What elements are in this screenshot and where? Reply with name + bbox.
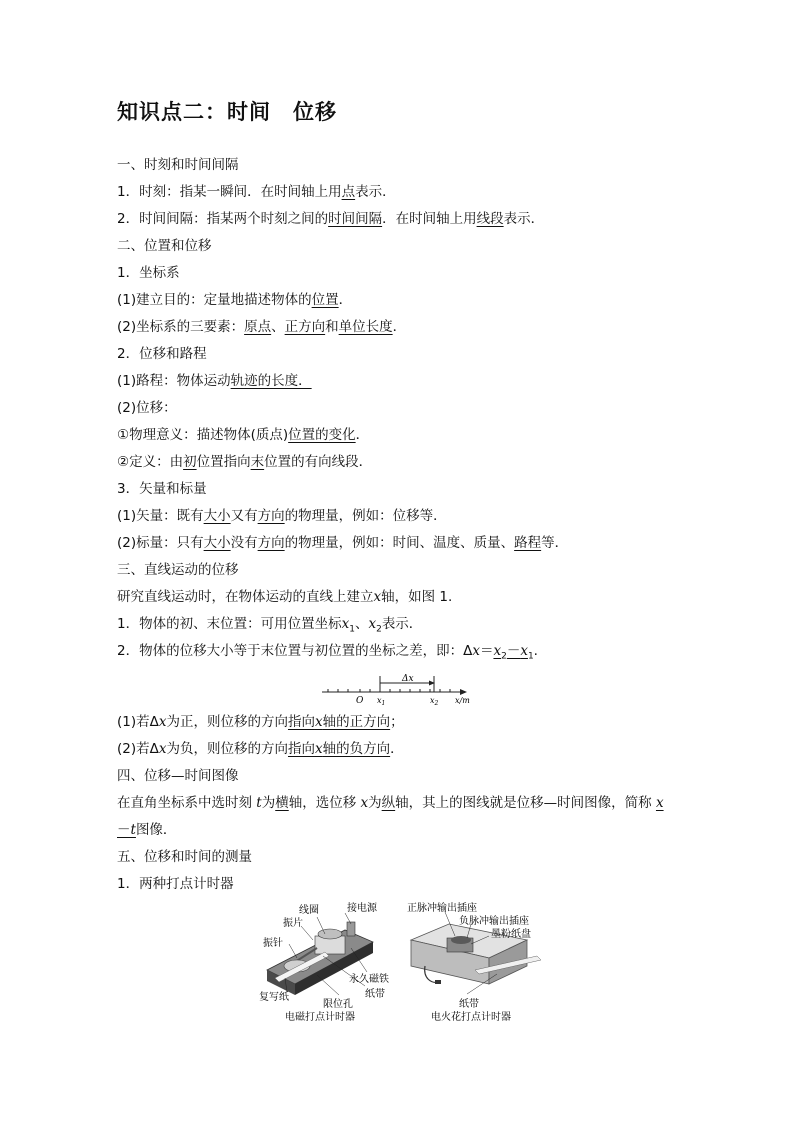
label-tape: 纸带 xyxy=(365,989,385,1000)
displacement-formula: 2．物体的位移大小等于末位置与初位置的坐标之差，即：$\Delta x=x_2-x_1$. xyxy=(117,643,538,662)
positive-displacement: (1)若Δx为正，则位移的方向指向x轴的正方向； xyxy=(117,714,404,730)
delta-x-label: Δx xyxy=(402,674,414,684)
label-carbon: 复写纸 xyxy=(259,992,289,1003)
label-power: 接电源 xyxy=(347,903,377,914)
x1-label: $x_1$ xyxy=(377,696,386,706)
vector-definition: (1)矢量：既有大小又有方向的物理量，例如：位移等． xyxy=(117,508,447,524)
label-reed: 振片 xyxy=(283,918,303,929)
linear-intro: 研究直线运动时，在物体运动的直线上建立x轴，如图 1. xyxy=(117,589,453,605)
spark-timer-illustration xyxy=(405,900,555,1022)
page-title: 知识点二：时间 位移 xyxy=(117,100,337,124)
scalar-definition: (2)标量：只有大小没有方向的物理量，例如：时间、温度、质量、路程等． xyxy=(117,535,569,551)
path-definition: (1)路程：物体运动轨迹的长度． xyxy=(117,373,312,389)
label-needle: 振针 xyxy=(263,938,283,949)
section-heading-4: 四、位移—时间图像 xyxy=(117,768,239,784)
label-hole: 限位孔 xyxy=(323,999,353,1010)
number-line-figure xyxy=(318,670,478,706)
displacement-label: (2)位移： xyxy=(117,400,177,416)
caption-electromagnetic: 电磁打点计时器 xyxy=(285,1012,355,1022)
vector-scalar-title: 3．矢量和标量 xyxy=(117,481,207,497)
xt-graph-definition-cont: －t图像． xyxy=(117,822,177,838)
negative-displacement: (2)若Δx为负，则位移的方向指向x轴的负方向． xyxy=(117,741,404,757)
section-heading-3: 三、直线运动的位移 xyxy=(117,562,239,578)
origin-label: O xyxy=(356,696,364,706)
displacement-meaning: ①物理意义：描述物体(质点)位置的变化． xyxy=(117,427,370,443)
label-magnet: 永久磁铁 xyxy=(349,974,389,985)
displacement-path-title: 2．位移和路程 xyxy=(117,346,207,362)
label-positive-socket: 正脉冲输出插座 xyxy=(407,903,477,914)
coordinate-elements: (2)坐标系的三要素：原点、正方向和单位长度． xyxy=(117,319,407,335)
axis-unit-label: x/m xyxy=(455,696,470,705)
moment-definition: 1．时刻：指某一瞬间．在时间轴上用点表示． xyxy=(117,184,396,200)
timer-types-title: 1．两种打点计时器 xyxy=(117,876,234,892)
section-heading-2: 二、位置和位移 xyxy=(117,238,212,254)
x2-label: $x_2$ xyxy=(430,696,439,706)
displacement-definition: ②定义：由初位置指向末位置的有向线段． xyxy=(117,454,373,470)
caption-spark: 电火花打点计时器 xyxy=(431,1012,511,1022)
coordinate-system-title: 1．坐标系 xyxy=(117,265,180,281)
coordinate-purpose: (1)建立目的：定量地描述物体的位置． xyxy=(117,292,353,308)
electromagnetic-timer-illustration xyxy=(255,900,405,1022)
interval-definition: 2．时间间隔：指某两个时刻之间的时间间隔．在时间轴上用线段表示． xyxy=(117,211,545,227)
initial-final-position: 1．物体的初、末位置：可用位置坐标$x_1$、$x_2$表示． xyxy=(117,616,423,635)
xt-graph-definition: 在直角坐标系中选时刻 t为横轴，选位移 x为纵轴，其上的图线就是位移—时间图像，简称 x xyxy=(117,795,664,811)
section-heading-1: 一、时刻和时间间隔 xyxy=(117,157,239,173)
label-coil: 线圈 xyxy=(299,905,319,916)
section-heading-5: 五、位移和时间的测量 xyxy=(117,849,252,865)
label-spark-tape: 纸带 xyxy=(459,999,479,1010)
label-negative-socket: 负脉冲输出插座 xyxy=(459,916,529,927)
label-toner-disk: 墨粉纸盘 xyxy=(491,929,531,940)
